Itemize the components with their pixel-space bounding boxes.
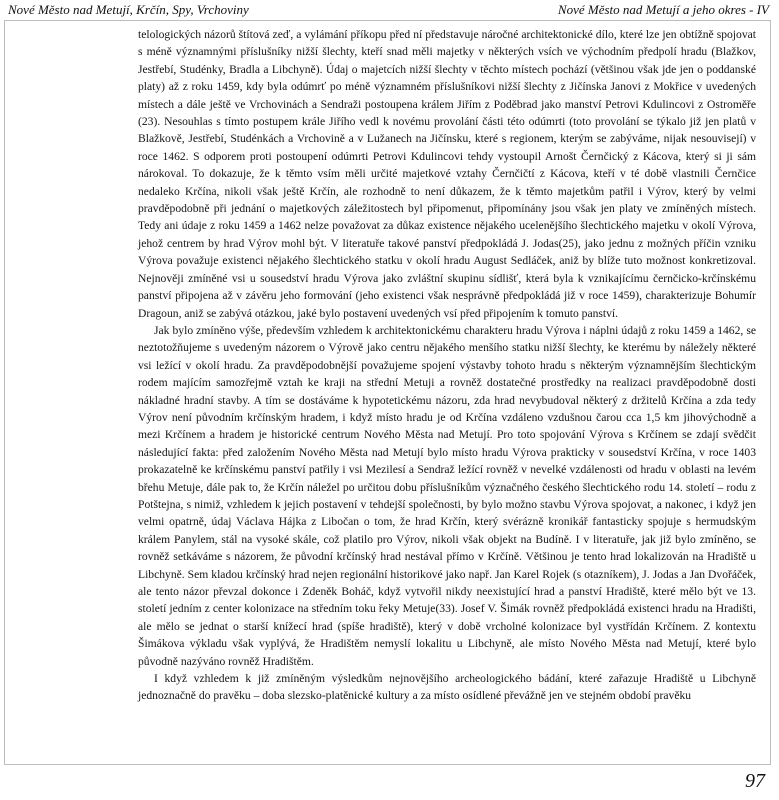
body-text	[138, 26, 756, 705]
paragraph: Jak bylo zmíněno výše, především vzhledem k architektonickému charakteru hradu Výrova i náplni údajů z roku 1459 a 1462, se neztotožňujeme s uvedeným názorem o Výrově jako centru nějakého menšího statku nižší šlechty, ke kterému by náležely některé vsi ležící v okolí hradu. Za pravděpodobnější považujeme spojení výstavby tohoto hradu s některým významnějším šlechtickým rodem majícím samozřejmě vztah ke kraji na střední Metuji a rovněž dostatečné prostředky na realizaci pravděpodobně dosti nákladné hradní stavby. A tím se dostáváme k hypotetickému názoru, zda hrad nevybudoval některý z držitelů Krčína a zda tedy Výrov není původním krčínským hradem, i když místo hradu je od Krčína vzdáleno vzdušnou čarou cca 1,5 km jihovýchodně a mezi Krčínem a hradem je historické centrum Nového Města nad Metují. Pro toto spojování Výrova s Krčínem se zdají svědčit následující fakta: před založením Nového Města nad Metují bylo místo hradu Výrova prakticky v sousedství Krčína, v roce 1403 prokazatelně ke krčínskému panství patřily i vsi Mezilesí a Sendraž ležící rovněž v nevelké vzdálenosti od hradu v oblasti na levém břehu Metuje, dále pak to, že Krčín náležel po určitou dobu příslušníkům význačného českého šlechtického rodu 14. století – rodu z Potštejna, s nimiž, vzhledem k jejich postavení v tehdejší společnosti, by bylo možno stavbu Výrova spojovat, a nakonec, i když jen velmi opatrně, údaj Václava Hájka z Libočan o tom, že hrad Krčín, který svérázně kronikář fantasticky spojuje s hermudským králem Panylem, stál na vysoké skále, což platilo pro Výrov, nikoli však objekt na Budíně. I v literatuře, jak již bylo zmíněno, se rovněž setkáváme s názorem, že původní krčínský hrad nestával přímo v Krčíně. Většinou je tento hrad lokalizován na Hradiště u Libchyně. Sem kladou krčínský hrad nejen regionální historikové jako např. Jan Karel Rojek (s otazníkem), J. Jodas a Jan Dvořáček, ale tento názor převzal dokonce i Zdeněk Boháč, když vytvořil nikdy neexistující hrad a panství Hradiště, které mělo být ve 13. století jedním z center kolonizace na středním toku řeky Metuje(33). Josef V. Šimák rovněž předpokládá existenci hradu na Hradišti, ale mělo se jednat o starší knížecí hrad (spíše hradiště), který v době vrcholné kolonizace byl vystřídán Krčínem. Z kontextu Šimákova výkladu však vyplývá, že Hradištěm nemyslí lokalitu u Libchyně, ale místo Nového Města nad Metují, které bylo původně nazýváno rovněž Hradištěm.	[138, 323, 756, 668]
running-header	[0, 0, 779, 20]
paragraph-continued: telologických názorů štítová zeď, a vylámání příkopu před ní představuje náročné architektonické dílo, které lze jen obtížně spojovat s méně významnými příslušníky nižší šlechty, kteří snad měli majetky v některých vsích ve východním předpolí hradu (Blažkov, Jestřebí, Studénky, Bradla a Libchyně). Údaj o majetcích nižší šlechty v těchto místech pochází (většinou však jde jen o poddanské platy) až z roku 1459, kdy byla odúmrť po méně významném příslušníkovi nižší šlechty z Jičínska Janovi z Mokřice v uvedených místech a dále ještě ve Vrchovinách a Sendraži postoupena králem Jiřím z Poděbrad jako manství Petrovi Kdulincovi z Ostroměře (23). Nesouhlas s tímto postupem krále Jiřího vedl k novému provolání části této odúmrti (toto provolání se týkalo již jen platů v Blažkově, Jestřebí, Studénkách a Vrchovině a v Lužanech na Jičínsku, které s regionem, kterým se zabýváme, nijak nesouvisejí) v roce 1462. S odporem proti postoupení odúmrti Petrovi Kdulincovi tehdy vystoupil Arnošt Černčický z Kácova, který si ji sám nárokoval. To dokazuje, že k těmto vsím měli určité majetkové vztahy Černčičtí z Kácova, kteří v té době vlastnili Černčice nedaleko Krčína, nikoli však ještě Krčín, ale rozhodně to není důkazem, že k těmto majetkům patřil i Výrov, který by velmi pravděpodobně při jednání o majetkových záležitostech byl připomenut, připomínány jsou však jen platy ve zmíněných místech. Tedy ani údaje z roku 1459 a 1462 nelze považovat za důkaz existence nějakého ucelenějšího šlechtického majetku v okolí Výrova, jehož centrem by hrad Výrov mohl být. V literatuře takové panství předpokládá J. Jodas(25), jako jednu z možných příčin vzniku Výrova považuje existenci nějakého šlechtického statku v okolí hradu August Sedláček, aniž by blíže tuto možnost konkretizoval. Nejnověji zmíněné vsi u sousedství hradu Výrova jako zvláštní skupinu sídlišť, která byla k vznikajícímu černčicko-krčínskému panství připojena až v závěru jeho formování (jeho existenci však nesprávně předpokládá již v roce 1459), charakterizuje Bohumír Dragoun, aniž se zabývá otázkou, jaké bylo postavení uvedených vsí před připojením k tomuto panství.	[138, 28, 756, 320]
page-number: 97	[745, 770, 765, 792]
header-right-title: Nové Město nad Metují a jeho okres - IV	[557, 2, 769, 17]
header-left-title: Nové Město nad Metují, Krčín, Spy, Vrchoviny	[8, 2, 249, 17]
paragraph: I když vzhledem k již zmíněným výsledkům nejnovějšího archeologického bádání, které zařazuje Hradiště u Libchyně jednoznačně do pravěku – doba slezsko-platěnické kultury a za místo osídlené převážně jen ve stejném období pravěku	[138, 672, 756, 703]
